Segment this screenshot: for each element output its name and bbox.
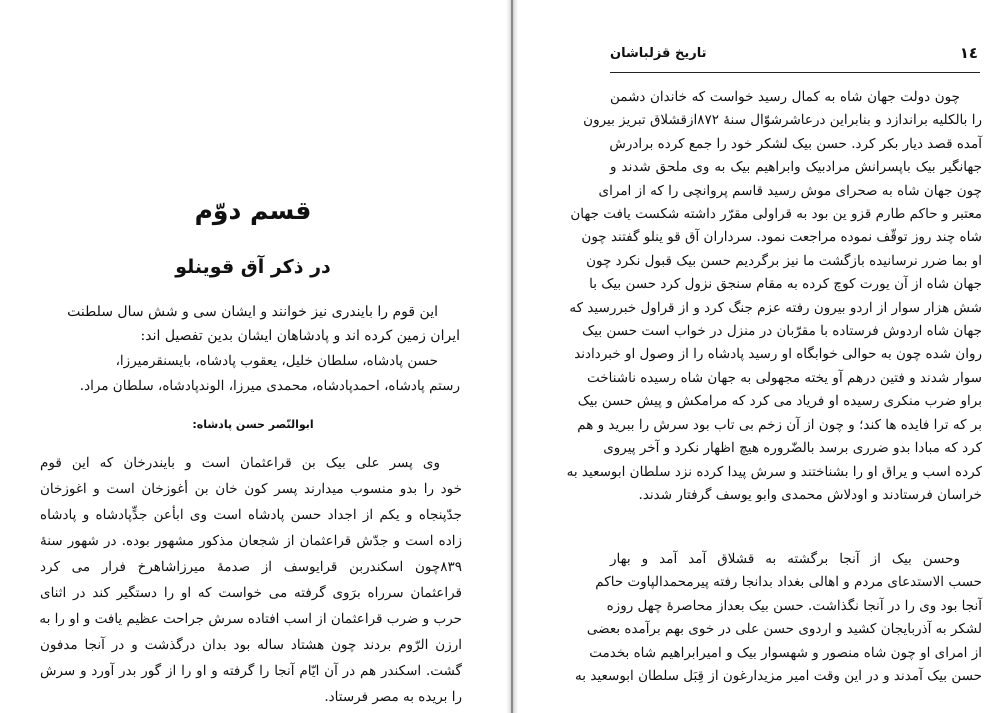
right-body-paragraph-2	[575, 548, 982, 688]
running-title: تاریخ قزلباشان	[610, 46, 707, 61]
text-line: حسن پادشاه، سلطان خلیل، یعقوب پادشاه، بایسنقرمیرزا،	[115, 353, 438, 369]
text-line: شش هزار سوار از اردو بیرون رفته عزم جنگ کرد و از قراول خبررسید که	[569, 299, 982, 316]
right-body-paragraph-1	[566, 86, 982, 507]
section-title: قسم دوّم	[194, 196, 312, 225]
text-line: قراعثمان سرراه برَوی گرفته می خواست که او را دستگیر کند در اثنای	[40, 585, 462, 601]
left-body-paragraph	[40, 450, 462, 710]
running-header	[610, 44, 990, 68]
text-line: او بما ضرر نرسانیده بازگشت ما نیز برگردیم حسن بیک قبول نکرد چون	[586, 252, 982, 269]
text-line: حسب الاستدعای مردم و اهالی بغداد بدانجا رفته پیرمحمدالپاوت حاکم	[595, 574, 982, 591]
text-line: جدّپنجاه و یکم از اجداد حسن پادشاه است وی ابأعن جدٍّپادشاه و پادشاه	[40, 507, 462, 523]
text-line: حسن بیک آمدند و در این وقت امیر مزیدارغون از قِبَل سلطان ابوسعید به	[575, 668, 982, 685]
chapter-title: در ذکر آق قوینلو	[175, 256, 331, 278]
text-line: از امرای او چون شاه منصور و شهسوار بیک و امیرابراهیم شاه بخدمت	[589, 644, 982, 661]
subheading: ابوالنّصر حسن پادشاه:	[192, 418, 314, 431]
text-line: آمده قصد دیار بکر کرد. حسن بیک لشکر خود را جمع کرده برادرش	[609, 135, 982, 152]
text-line: جهانگیر بیک باپسرانش مرادبیک وابراهیم بیک به وی ملحق شدند و	[610, 159, 982, 176]
text-line: وحسن بیک از آنجا برگشته به قشلاق آمد آمد و بهار	[610, 551, 960, 567]
kings-list	[40, 349, 460, 399]
text-line: بر که ترا فایده ها کند؛ و چون از آن زخم بی تاب بود سرش را ببرید و هم	[577, 416, 982, 433]
intro-paragraph	[40, 300, 460, 348]
text-line: این قوم را بایندری نیز خوانند و ایشان سی و شش سال سلطنت	[67, 304, 438, 320]
text-line: ارزن الرّوم بردند چون هشتاد ساله بود بدان درگذشت و در آنجا مدفون	[40, 637, 462, 653]
text-line: لشکر به آذربایجان کشید و اردوی حسن علی در خوی بهم برآمده بعضی	[586, 621, 982, 638]
text-line: ایران زمین کرده اند و پادشاهان ایشان بدین تفصیل اند:	[140, 328, 460, 344]
text-line: را بالکلیه براندازد و بنابراین درعاشرشوّال سنهٔ ۸۷۲ازقشلاق تبریز بیرون	[583, 112, 982, 129]
text-line: زاده است و جدّش قراعثمان از شجعان مذکور مشهور بوده. در شهور سنهٔ	[40, 533, 462, 549]
text-line: وی پسر علی بیک بن قراعثمان است و بایندرخان که این قوم	[40, 455, 440, 471]
text-line: خود را بدو منسوب میدارند پسر کون خان بن أغوزخان است و اغوزخان	[40, 481, 462, 497]
text-line: سوار شدند و فتین درهم آو یخته مجهولی به جهان شاه رسیده ناشناخت	[586, 369, 982, 386]
right-page	[518, 0, 1000, 713]
text-line: معتبر و حاکم طارم قزو ین بود به قراولی مقرّر داشته شکست یافت جهان	[570, 206, 982, 223]
text-line: رستم پادشاه، احمدپادشاه، محمدی میرزا، الوندپادشاه، سلطان مراد.	[79, 378, 460, 394]
text-line: حرب و ضرب قراعثمان از اسب افتاده سرش جراحت عظیم یافت و او را به	[39, 611, 462, 627]
text-line: خراسان فرستادند و اودلاش محمدی وابو یوسف گرفتار شدند.	[638, 486, 982, 503]
text-line: روان شده چون به حوالی خوابگاه او رسید پادشاه را از وصول او خبردادند	[574, 346, 982, 363]
page-number: ١٤	[959, 44, 978, 62]
text-line: براو ضرب منکری رسیده او فریاد می کرد که مرامکش و پیش حسن بیک	[577, 393, 982, 410]
text-line: کرد که مبادا بدو ضرری برسد بالضّروره هیچ اظهار نکرد و آخر پیروی	[603, 440, 982, 457]
text-line: چون جهان شاه به صحرای موش رسید قاسم پروانچی را که از امرای	[598, 182, 982, 199]
text-line: شاه چند روز توقّف نموده مراجعت نمود. سرداران آق قو ینلو گفتند چون	[581, 229, 982, 246]
text-line: آنجا بود وی را در آنجا نگذاشت. حسن بیک بعداز محاصرهٔ چهل روزه	[606, 597, 982, 614]
text-line: چون دولت جهان شاه به کمال رسید خواست که خاندان دشمن	[610, 89, 960, 105]
text-line: ۸۳۹چون اسکندربن قرایوسف از صدمهٔ میرزاشاهرخ فرار می کرد	[40, 559, 462, 575]
gutter-divider	[511, 0, 513, 713]
text-line: را بریده به مصر فرستاد.	[324, 689, 462, 705]
text-line: گشت. اسکندر هم در آن ایّام آنجا را گرفته و او را از گور بدر آورد و سرش	[40, 663, 462, 679]
text-line: جهان شاه از آن یورت کوچ کرده به مقام سنجق نزول کرد حسن بیک با	[589, 276, 982, 293]
header-rule	[610, 72, 980, 73]
text-line: جهان شاه اردوش فرستاده با مقرّبان در منزل در خواب است حسن بیک	[582, 323, 982, 340]
text-line: کرده اسب و یراق او را بشناختند و سرش پیدا کرده نزد سلطان ابوسعید به	[566, 463, 982, 480]
